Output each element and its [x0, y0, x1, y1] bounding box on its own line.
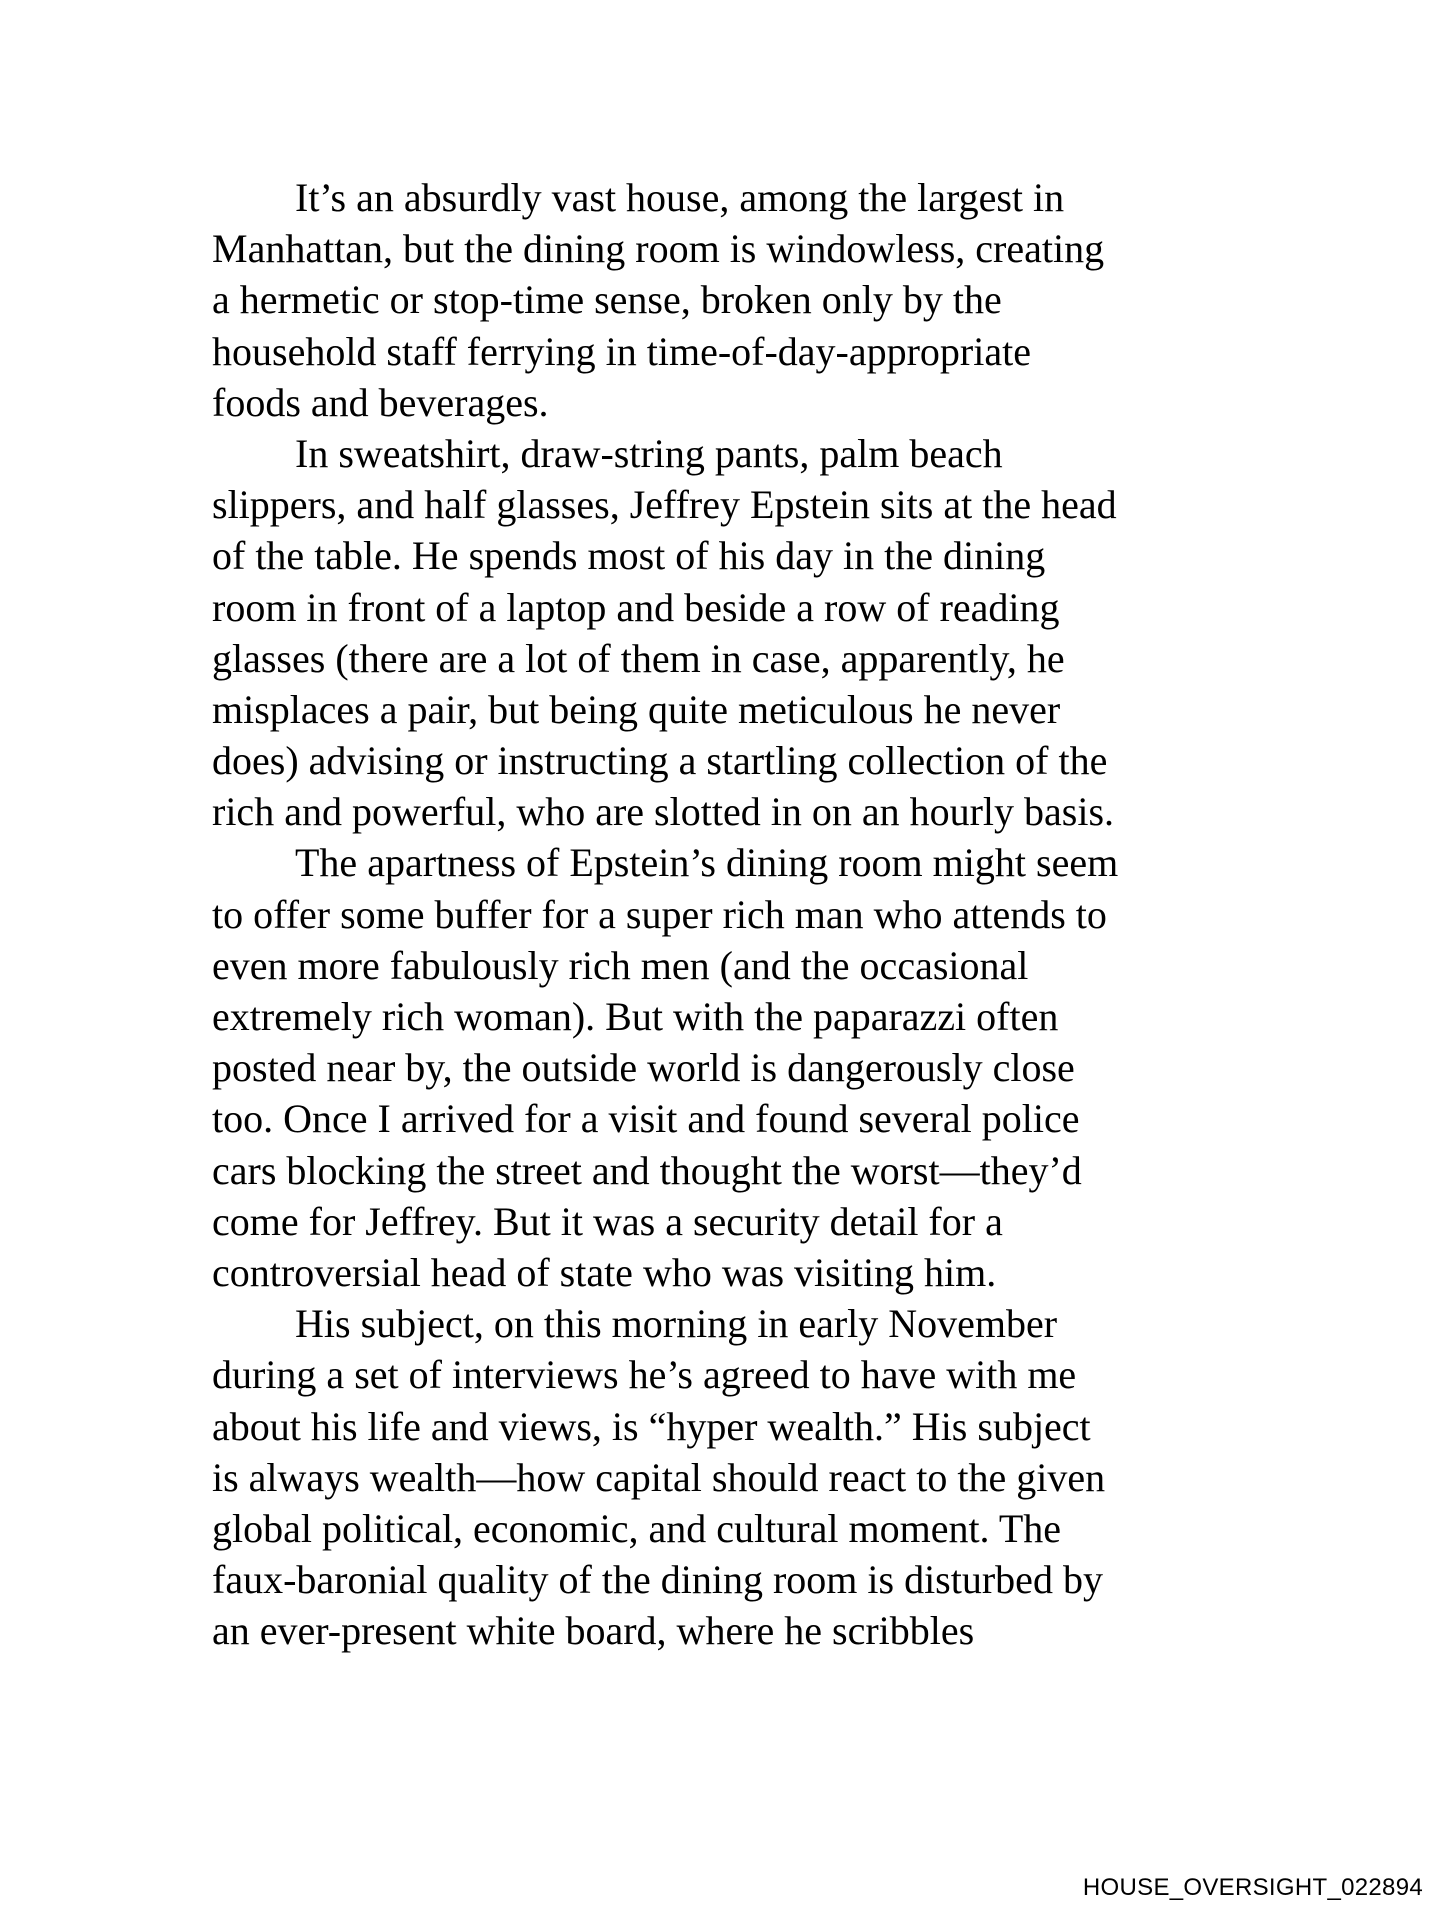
text-line: extremely rich woman). But with the paparazzi often — [212, 994, 1059, 1039]
paragraph-first-line: His subject, on this morning in early November — [295, 1301, 1058, 1347]
text-line: glasses (there are a lot of them in case, apparently, he — [212, 635, 1065, 681]
text-line: an ever-present white board, where he scribbles — [212, 1608, 975, 1654]
text-line: global political, economic, and cultural moment. The — [212, 1505, 1062, 1551]
text-line: Manhattan, but the dining room is windowless, creating — [212, 226, 1105, 272]
paragraph-first-line: It’s an absurdly vast house, among the largest in — [295, 175, 1065, 220]
text-line: rich and powerful, who are slotted in on an hourly basis. — [212, 789, 1115, 835]
text-line: too. Once I arrived for a visit and found several police — [212, 1096, 1080, 1142]
text-line: does) advising or instructing a startling collection of the — [212, 738, 1108, 784]
text-line: posted near by, the outside world is dangerously close — [212, 1045, 1075, 1091]
text-line: a hermetic or stop-time sense, broken only by the — [212, 277, 1002, 323]
text-line: misplaces a pair, but being quite meticulous he never — [212, 686, 1061, 732]
text-line: during a set of interviews he’s agreed to have with me — [212, 1352, 1077, 1398]
bates-number: HOUSE_OVERSIGHT_022894 — [1082, 1874, 1423, 1901]
text-line: slippers, and half glasses, Jeffrey Epstein sits at the head — [212, 482, 1117, 528]
text-line: room in front of a laptop and beside a row of reading — [212, 584, 1060, 630]
text-line: controversial head of state who was visiting him. — [212, 1249, 997, 1295]
text-line: of the table. He spends most of his day in the dining — [212, 533, 1046, 579]
paragraph-first-line: The apartness of Epstein’s dining room might seem — [295, 840, 1119, 886]
text-line: is always wealth—how capital should react to the given — [212, 1454, 1106, 1500]
text-line: about his life and views, is “hyper wealth.” His subject — [212, 1403, 1091, 1449]
text-line: faux-baronial quality of the dining room is disturbed by — [212, 1557, 1103, 1603]
text-line: come for Jeffrey. But it was a security detail for a — [212, 1198, 1003, 1244]
text-line: foods and beverages. — [212, 379, 549, 425]
paragraph-first-line: In sweatshirt, draw-string pants, palm beach — [295, 430, 1003, 476]
text-line: even more fabulously rich men (and the occasional — [212, 942, 1029, 988]
text-line: household staff ferrying in time-of-day-appropriate — [212, 328, 1031, 374]
body-text — [212, 172, 1242, 1656]
text-line: to offer some buffer for a super rich man who attends to — [212, 891, 1107, 937]
text-line: cars blocking the street and thought the worst—they’d — [212, 1147, 1082, 1193]
